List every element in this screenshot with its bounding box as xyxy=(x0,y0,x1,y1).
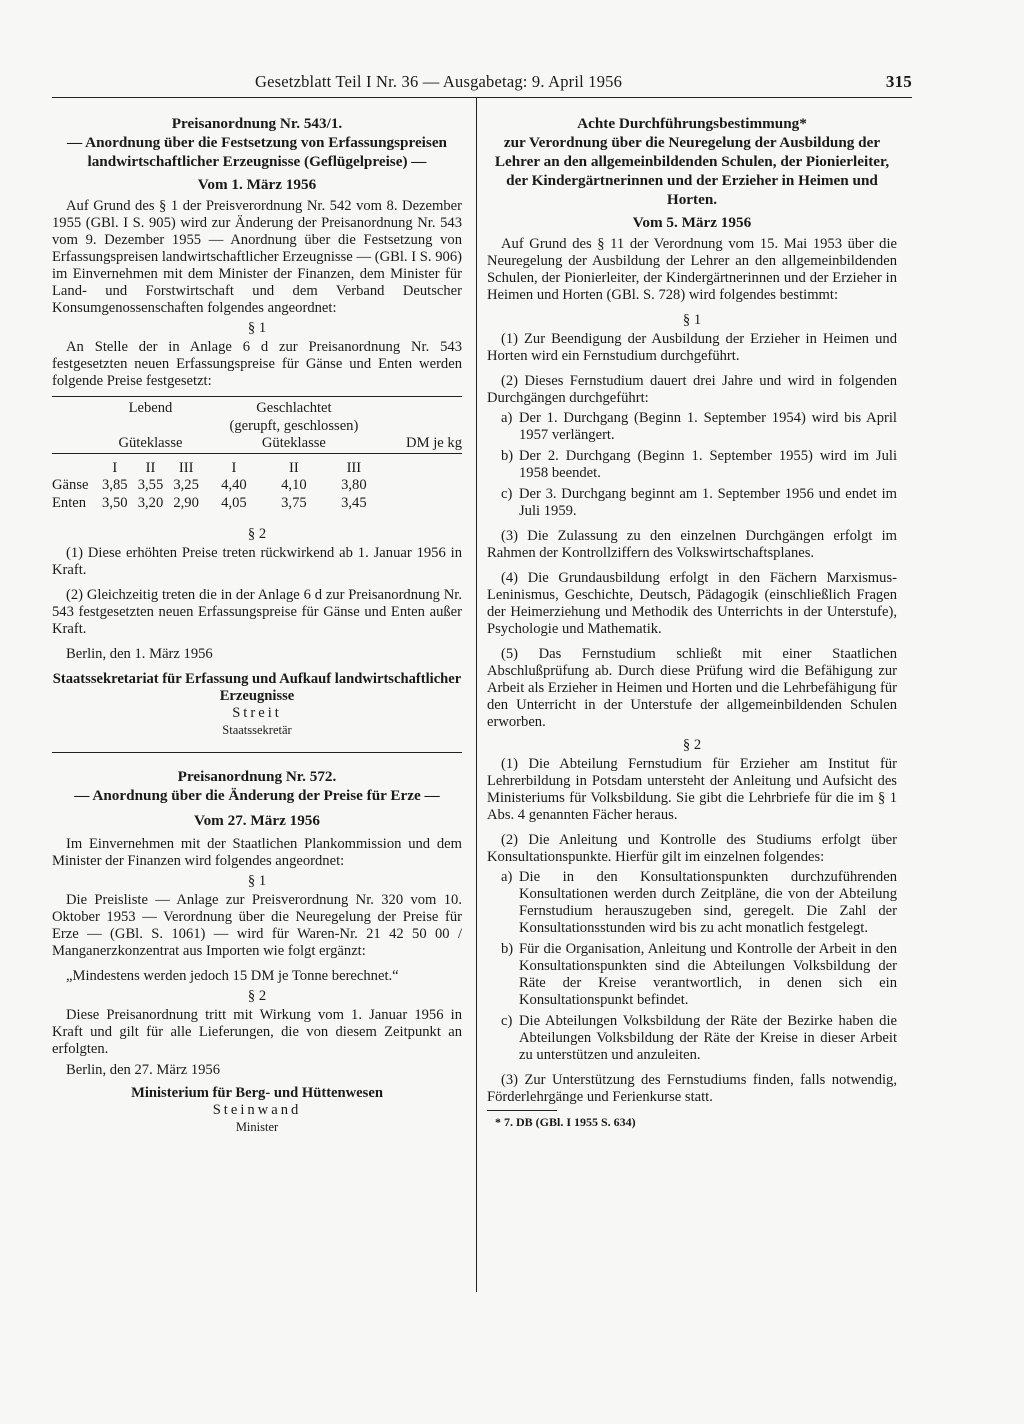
item-text: Der 2. Durchgang (Beginn 1. September 1955) wird im Juli 1958 beendet. xyxy=(519,448,897,481)
issuing-authority: Ministerium für Berg- und Hüttenwesen xyxy=(131,1085,383,1101)
article-date: Vom 27. März 1956 xyxy=(194,812,320,829)
price-cell: 3,50 xyxy=(102,494,128,511)
quotation: „Mindestens werden jedoch 15 DM je Tonne berechnet.“ xyxy=(66,968,399,984)
header-gueteklasse-lebend: Güteklasse xyxy=(97,435,204,453)
list-item xyxy=(487,1013,897,1064)
class-label: II xyxy=(289,459,299,476)
item-label: c) xyxy=(501,1013,513,1029)
price-cell: 4,05 xyxy=(221,494,247,511)
section-paragraph: (3) Die Zulassung zu den einzelnen Durchgängen erfolgt im Rahmen der Kontrollziffern des Volkswirtschaftsplanes. xyxy=(487,528,897,561)
article-heading: Preisanordnung Nr. 543/1. xyxy=(171,115,343,132)
price-cell: 2,90 xyxy=(173,494,199,511)
section-paragraph: (5) Das Fernstudium schließt mit einer Staatlichen Abschlußprüfung ab. Durch diese Prüfung wird die Befähigung zur Arbeit als Erzieher in Heimen und Horten und die Lehrbefähigung für den Unterricht in der Unterstufe der allgemeinbildenden Schulen erworben. xyxy=(487,646,897,730)
header-rule xyxy=(52,97,912,98)
section-paragraph: (4) Die Grundausbildung erfolgt in den Fächern Marxismus-Leninismus, Geschichte, Deutsch, Pädagogik (einschließlich Fragen der Heimerziehung und Methodik des Unterrichts in der Unterstufe), Psychologie und Mathematik. xyxy=(487,570,897,637)
price-cell: 4,40 xyxy=(221,477,247,493)
section-label: § 2 xyxy=(247,988,267,1004)
price-cell: 4,10 xyxy=(281,477,307,493)
article-heading: Preisanordnung Nr. 572. xyxy=(177,768,337,785)
section-label: § 1 xyxy=(247,873,267,889)
row-label: Enten xyxy=(52,494,87,511)
column-divider xyxy=(476,97,477,1292)
section-paragraph: (2) Die Anleitung und Kontrolle des Studiums erfolgt über Konsultationspunkte. Hierfür gilt im einzelnen folgendes: xyxy=(487,832,897,865)
item-text: Die in den Konsultationspunkten durchzuführenden Konsultationen werden durch Zeitpläne, die von der Abteilung Fernstudium herauszugeben sind, geregelt. Die Zahl der Konsultationsstunden wird bis zu acht monatlich festgelegt. xyxy=(519,869,897,936)
price-cell: 3,45 xyxy=(341,494,367,511)
item-label: b) xyxy=(501,448,514,464)
section-label: § 1 xyxy=(682,312,702,328)
class-label: I xyxy=(112,459,118,476)
list xyxy=(487,410,897,520)
price-cell: 3,25 xyxy=(173,477,199,493)
page-number: 315 xyxy=(885,72,912,91)
issuing-authority: Staatssekretariat für Erfassung und Aufkauf landwirtschaftlicher Erzeugnisse xyxy=(52,671,462,704)
preamble: Auf Grund des § 1 der Preisverordnung Nr. 542 vom 8. Dezember 1955 (GBl. I S. 905) wird zur Änderung der Preisanordnung Nr. 543 vom 9. Dezember 1955 — Anordnung über die Festsetzung von Erfassungspreisen landwirtschaftlicher Erzeugnisse — (GBl. I S. 906) im Einvernehmen mit dem Minister der Finanzen, dem Minister für Land- und Forstwirtschaft und dem Verband Deutscher Konsumgenossenschaften folgendes angeordnet: xyxy=(52,198,462,316)
preamble: Im Einvernehmen mit der Staatlichen Plankommission und dem Minister der Finanzen wird folgendes angeordnet: xyxy=(52,836,462,869)
section-text: Diese Preisanordnung tritt mit Wirkung vom 1. Januar 1956 in Kraft und gilt für alle Lieferungen, die von diesem Zeitpunkt an erfolgten. xyxy=(52,1007,462,1057)
signer-title: Staatssekretär xyxy=(222,723,292,737)
list xyxy=(487,869,897,1064)
section-paragraph: (1) Die Abteilung Fernstudium für Erzieher am Institut für Lehrerbildung in Potsdam untersteht der Anleitung und Aufsicht des Ministeriums für Volksbildung. Sie gibt die Lehrbriefe für die im § 1 Abs. 4 genannten Fächer heraus. xyxy=(487,756,897,823)
header-lebend: Lebend xyxy=(97,397,204,418)
article-subtitle: — Anordnung über die Änderung der Preise für Erze — xyxy=(74,787,440,804)
price-cell: 3,75 xyxy=(281,494,307,511)
item-label: a) xyxy=(501,869,513,885)
item-text: Für die Organisation, Anleitung und Kontrolle der Arbeit in den Konsultationspunkten sind die Abteilungen Volksbildung der Räte der Kreise verantwortlich, in denen sich ein Konsultationspunkt befindet. xyxy=(519,941,897,1008)
list-item xyxy=(487,941,897,1009)
preamble: Auf Grund des § 11 der Verordnung vom 15. Mai 1953 über die Neuregelung der Ausbildung der Lehrer an den allgemeinbildenden Schulen, der Pionierleiter, der Kindergärtnerinnen und der Erzieher in Heimen und Horten (GBl. S. 728) wird folgendes bestimmt: xyxy=(487,236,897,303)
header-unit: DM je kg xyxy=(384,435,462,453)
table-row xyxy=(52,495,462,513)
class-label: II xyxy=(145,459,156,476)
right-column xyxy=(487,114,897,1131)
gazette-title: Gesetzblatt Teil I Nr. 36 — Ausgabetag: 9. April 1956 xyxy=(255,72,623,91)
article-heading: Achte Durchführungsbestimmung* xyxy=(577,115,807,132)
list-item xyxy=(487,869,897,937)
article-date: Vom 1. März 1956 xyxy=(197,176,317,193)
article-date: Vom 5. März 1956 xyxy=(632,214,752,231)
section-paragraph: (2) Dieses Fernstudium dauert drei Jahre und wird in folgenden Durchgängen durchgeführt: xyxy=(487,373,897,406)
price-cell: 3,20 xyxy=(137,494,164,511)
section-text: Die Preisliste — Anlage zur Preisverordnung Nr. 320 vom 10. Oktober 1953 — Verordnung über die Neuregelung der Preise für Erze — (GBl. S. 1061) — wird für Waren-Nr. 21 42 50 00 / Manganerzkonzentrat aus Importen wie folgt ergänzt: xyxy=(52,892,462,959)
price-cell: 3,80 xyxy=(341,477,367,493)
place-date: Berlin, den 1. März 1956 xyxy=(66,646,213,662)
section-paragraph: (1) Zur Beendigung der Ausbildung der Erzieher in Heimen und Horten wird ein Fernstudium durchgeführt. xyxy=(487,331,897,364)
price-table xyxy=(52,396,462,512)
price-cell: 3,85 xyxy=(102,477,128,493)
left-column xyxy=(52,114,462,1136)
footnote-rule xyxy=(487,1110,557,1111)
list-item xyxy=(487,486,897,520)
item-label: c) xyxy=(501,486,513,502)
header-geschlachtet: Geschlachtet xyxy=(204,397,384,418)
item-text: Der 3. Durchgang beginnt am 1. September 1956 und endet im Juli 1959. xyxy=(519,486,897,519)
section-label: § 2 xyxy=(682,737,702,753)
header-gueteklasse-geschlachtet: Güteklasse xyxy=(204,435,384,453)
section-label: § 2 xyxy=(247,526,267,542)
class-label: I xyxy=(231,459,237,476)
item-label: a) xyxy=(501,410,513,426)
table-row xyxy=(52,477,462,495)
article-subtitle: zur Verordnung über die Neuregelung der Ausbildung der Lehrer an den allgemeinbildenden Schulen, der Pionierleiter, der Kindergärtnerinnen und der Erzieher in Heimen und Horten. xyxy=(494,134,890,208)
item-text: Die Abteilungen Volksbildung der Räte der Bezirke haben die Abteilungen Volksbildung der Räte der Kreise in dieser Arbeit zu unterstützen und anzuleiten. xyxy=(519,1013,897,1063)
section-label: § 1 xyxy=(247,320,267,336)
section-paragraph: (1) Diese erhöhten Preise treten rückwirkend ab 1. Januar 1956 in Kraft. xyxy=(52,545,462,578)
place-date: Berlin, den 27. März 1956 xyxy=(66,1062,221,1078)
signer-name: Streit xyxy=(232,705,282,721)
article-subtitle: — Anordnung über die Festsetzung von Erfassungspreisen landwirtschaftlicher Erzeugnisse (Geflügelpreise) — xyxy=(66,134,448,170)
item-label: b) xyxy=(501,941,514,957)
price-cell: 3,55 xyxy=(137,477,164,493)
item-text: Der 1. Durchgang (Beginn 1. September 1954) wird bis April 1957 verlängert. xyxy=(519,410,897,443)
article-separator xyxy=(52,752,462,753)
section-text: An Stelle der in Anlage 6 d zur Preisanordnung Nr. 543 festgesetzten neuen Erfassungspreise für Gänse und Enten werden folgende Preise festgesetzt: xyxy=(52,339,462,389)
class-label: III xyxy=(346,459,362,476)
header-gerupft: (gerupft, geschlossen) xyxy=(229,417,359,434)
signer-title: Minister xyxy=(235,1120,279,1134)
footnote: * 7. DB (GBl. I 1955 S. 634) xyxy=(495,1115,636,1129)
section-paragraph: (2) Gleichzeitig treten die in der Anlage 6 d zur Preisanordnung Nr. 543 festgesetzten neuen Erfassungspreise für Gänse und Enten außer Kraft. xyxy=(52,587,462,637)
class-label: III xyxy=(178,459,194,476)
list-item xyxy=(487,410,897,444)
list-item xyxy=(487,448,897,482)
row-label: Gänse xyxy=(52,477,89,493)
section-paragraph: (3) Zur Unterstützung des Fernstudiums finden, falls notwendig, Förderlehrgänge und Ferienkurse statt. xyxy=(487,1072,897,1105)
signer-name: Steinwand xyxy=(212,1102,302,1118)
